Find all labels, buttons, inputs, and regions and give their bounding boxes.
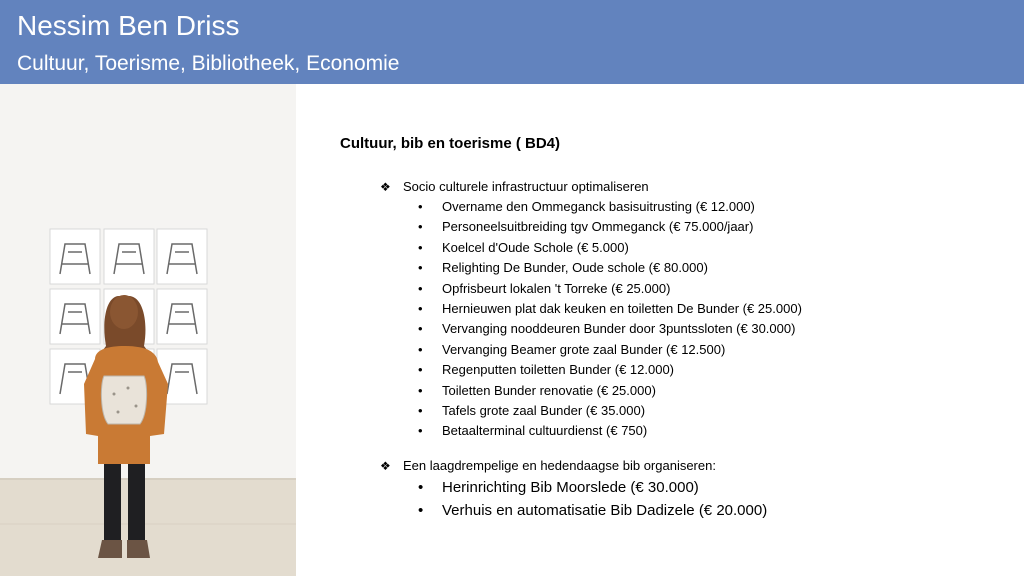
list-item-text: Koelcel d'Oude Schole (€ 5.000)	[442, 239, 629, 255]
bullet-dot-icon: •	[418, 382, 423, 398]
bullet-dot-icon: •	[418, 239, 423, 255]
alderman-name: Nessim Ben Driss	[17, 10, 240, 41]
item-list	[340, 197, 1010, 442]
bullet-dot-icon: •	[418, 423, 423, 439]
list-item	[340, 238, 1010, 258]
list-item-text: Relighting De Bunder, Oude schole (€ 80.000)	[442, 260, 708, 276]
list-item-text: Toiletten Bunder renovatie (€ 25.000)	[442, 382, 656, 398]
bullet-dot-icon: •	[418, 501, 424, 519]
group-infrastructure	[340, 177, 1010, 442]
list-item	[340, 499, 1010, 522]
section-title: Cultuur, bib en toerisme ( BD4)	[340, 135, 561, 152]
group-library	[340, 456, 1010, 522]
list-item	[340, 421, 1010, 441]
list-item-text: Regenputten toiletten Bunder (€ 12.000)	[442, 362, 675, 378]
list-item-text: Vervanging Beamer grote zaal Bunder (€ 12.500)	[442, 341, 726, 357]
list-item	[340, 258, 1010, 278]
list-item-text: Personeelsuitbreiding tgv Ommeganck (€ 75.000/jaar)	[442, 219, 754, 235]
list-item	[340, 319, 1010, 339]
portfolio-subtitle: Cultuur, Toerisme, Bibliotheek, Economie	[17, 52, 400, 75]
list-item-text: Herinrichting Bib Moorslede (€ 30.000)	[442, 478, 699, 496]
title-banner	[0, 0, 1024, 84]
bullet-dot-icon: •	[418, 341, 423, 357]
list-item	[340, 360, 1010, 380]
bullet-dot-icon: •	[418, 478, 424, 496]
diamond-bullet-icon: ❖	[380, 458, 391, 473]
list-item	[340, 476, 1010, 499]
list-item-text: Opfrisbeurt lokalen 't Torreke (€ 25.000)	[442, 280, 671, 296]
list-item	[340, 197, 1010, 217]
list-item-text: Verhuis en automatisatie Bib Dadizele (€ 20.000)	[442, 501, 768, 519]
content-area	[340, 134, 1010, 522]
list-item-text: Overname den Ommeganck basisuitrusting (€ 12.000)	[442, 199, 755, 214]
list-item	[340, 401, 1010, 421]
list-item-text: Tafels grote zaal Bunder (€ 35.000)	[442, 403, 646, 419]
list-item-text: Betaalterminal cultuurdienst (€ 750)	[442, 423, 648, 439]
bullet-dot-icon: •	[418, 301, 423, 317]
list-item	[340, 381, 1010, 401]
group-heading	[340, 456, 1010, 476]
bullet-dot-icon: •	[418, 280, 423, 296]
list-item	[340, 340, 1010, 360]
diamond-bullet-icon: ❖	[380, 180, 391, 194]
bullet-dot-icon: •	[418, 403, 423, 419]
bullet-dot-icon: •	[418, 219, 423, 235]
list-item	[340, 217, 1010, 237]
gallery-photo	[0, 84, 296, 576]
bullet-dot-icon: •	[418, 199, 423, 214]
group-heading	[340, 177, 1010, 197]
list-item-text: Hernieuwen plat dak keuken en toiletten De Bunder (€ 25.000)	[442, 301, 802, 317]
list-item	[340, 279, 1010, 299]
item-list	[340, 476, 1010, 522]
bullet-dot-icon: •	[418, 362, 423, 378]
bullet-dot-icon: •	[418, 321, 423, 337]
bullet-dot-icon: •	[418, 260, 423, 276]
list-item-text: Vervanging nooddeuren Bunder door 3puntssloten (€ 30.000)	[442, 321, 796, 337]
group-heading-text: Socio culturele infrastructuur optimaliseren	[403, 179, 649, 194]
group-heading-text: Een laagdrempelige en hedendaagse bib organiseren:	[403, 457, 716, 473]
list-item	[340, 299, 1010, 319]
